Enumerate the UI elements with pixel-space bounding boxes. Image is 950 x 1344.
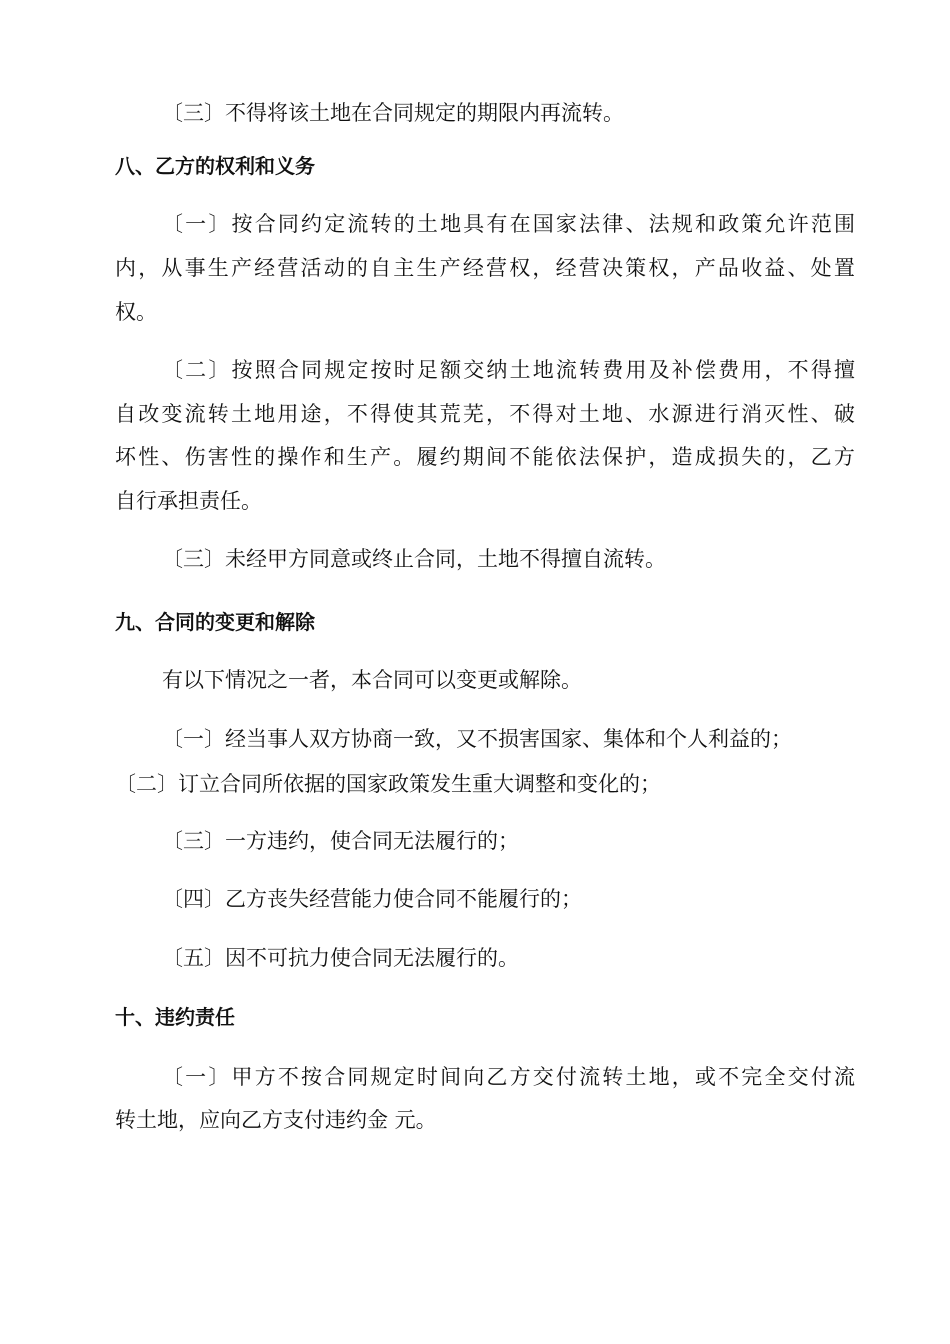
section-8-item-1-line-3: 权。	[115, 300, 157, 324]
section-10-heading: 十、违约责任	[115, 1005, 235, 1029]
section-9-item-4: 〔四〕乙方丧失经营能力使合同不能履行的；	[162, 887, 582, 911]
section-10-item-1-line-1: 〔 一 〕 甲 方 不 按 合 同 规 定 时 间 向 乙 方 交 付 流 转 土 地 ， 或 不 完 全 交 付 流	[162, 1065, 855, 1089]
section-9-item-5: 〔五〕因不可抗力使合同无法履行的。	[162, 946, 519, 970]
section-10-item-1-line-2: 转土地，应向乙方支付违约金 元。	[115, 1108, 437, 1132]
section-9-item-3: 〔三〕一方违约，使合同无法履行的；	[162, 829, 519, 853]
section-8-item-2-line-1: 〔 二 〕 按 照 合 同 规 定 按 时 足 额 交 纳 土 地 流 转 费 用 及 补 偿 费 用 ， 不 得 擅	[162, 358, 855, 382]
section-9-item-2: 〔二〕订立合同所依据的国家政策发生重大调整和变化的；	[115, 772, 661, 796]
section-9-heading: 九、合同的变更和解除	[115, 610, 315, 634]
section-8-heading: 八、乙方的权利和义务	[115, 154, 315, 178]
section-8-item-3: 〔三〕未经甲方同意或终止合同，土地不得擅自流转。	[162, 547, 666, 571]
section-8-item-2-line-3: 坏 性 、 伤 害 性 的 操 作 和 生 产 。 履 约 期 间 不 能 依 法 保 护 ， 造 成 损 失 的 ， 乙 方	[115, 445, 855, 469]
section-8-item-2-line-4: 自行承担责任。	[115, 489, 262, 513]
section-9-item-1: 〔一〕经当事人双方协商一致，又不损害国家、集体和个人利益的；	[162, 727, 792, 751]
section-9-intro: 有以下情况之一者，本合同可以变更或解除。	[162, 668, 582, 692]
section-8-item-2-line-2: 自 改 变 流 转 土 地 用 途 ， 不 得 使 其 荒 芜 ， 不 得 对 土 地 、 水 源 进 行 消 灭 性 、 破	[115, 402, 855, 426]
clause-7-item-3: 〔三〕不得将该土地在合同规定的期限内再流转。	[162, 101, 624, 125]
section-8-item-1-line-1: 〔 一 〕 按 合 同 约 定 流 转 的 土 地 具 有 在 国 家 法 律 、 法 规 和 政 策 允 许 范 围	[162, 212, 855, 236]
section-8-item-1-line-2: 内 ， 从 事 生 产 经 营 活 动 的 自 主 生 产 经 营 权 ， 经 营 决 策 权 ， 产 品 收 益 、 处 置	[115, 256, 855, 280]
